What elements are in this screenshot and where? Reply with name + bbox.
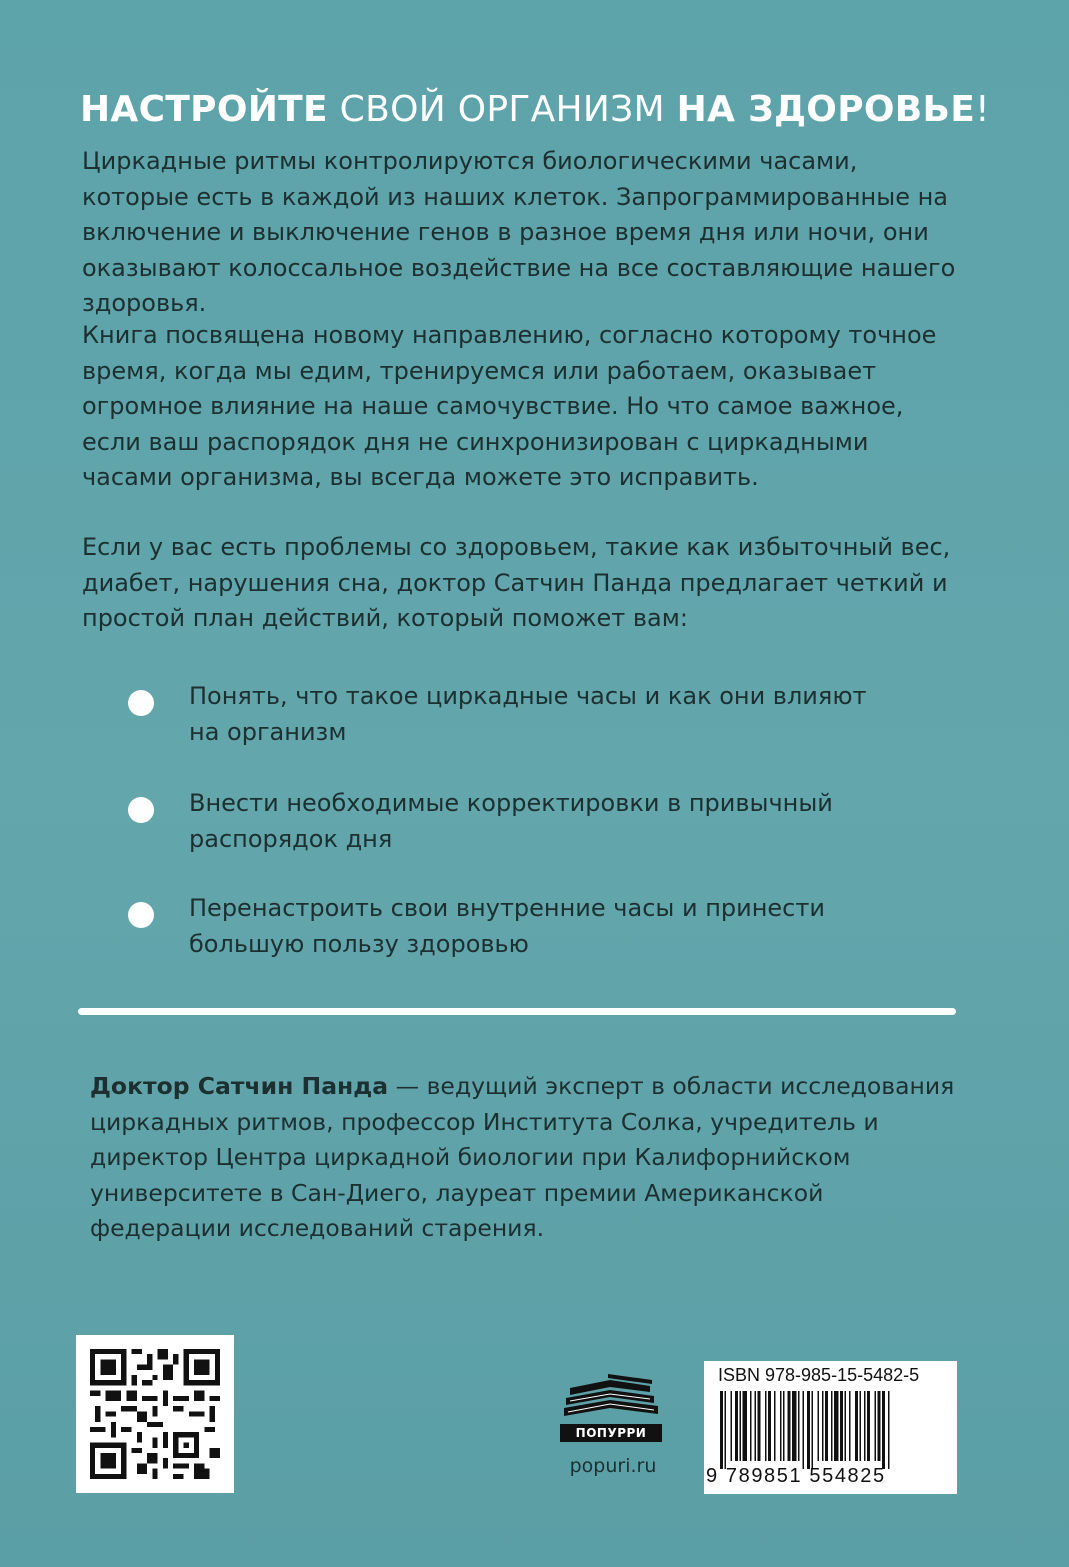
barcode-bars [718, 1391, 944, 1469]
barcode-digits: 9 789851 554825 [706, 1465, 886, 1487]
barcode-bar [845, 1391, 847, 1461]
list-item-text: Перенастроить свои внутренние часы и принести большую пользу здоровью [189, 894, 825, 958]
barcode-bar [840, 1391, 843, 1461]
barcode-bar [774, 1391, 776, 1461]
barcode-bar [740, 1391, 742, 1461]
headline [80, 86, 1000, 134]
divider [78, 1008, 956, 1015]
publisher-site-link[interactable]: popuri.ru [569, 1455, 657, 1477]
barcode-bar [803, 1391, 805, 1469]
list-item-text: Понять, что такое циркадные часы и как они влияют на организм [189, 682, 867, 746]
barcode-bar [792, 1391, 797, 1461]
barcode-bar [849, 1391, 851, 1461]
barcode-bar [765, 1391, 767, 1461]
barcode-bar [834, 1391, 839, 1461]
barcode-bar [875, 1391, 877, 1461]
barcode-bar [731, 1391, 733, 1461]
barcode-bar [864, 1391, 866, 1461]
barcode-bar [818, 1391, 820, 1461]
barcode [704, 1361, 957, 1494]
barcode-bar [825, 1391, 828, 1461]
qr-code[interactable] [76, 1335, 234, 1493]
publisher-logo-graphic [554, 1370, 666, 1430]
barcode-bar [882, 1391, 885, 1469]
barcode-bar [750, 1391, 752, 1461]
barcode-bar [888, 1391, 890, 1469]
barcode-bar [725, 1391, 727, 1469]
barcode-bar [798, 1391, 800, 1461]
paragraph-book-topic: Книга посвящена новому направлению, согласно которому точное время, когда мы едим, тренируемся или работаем, оказывает огромное влияние на наше самочувствие. Но что самое важное, если ваш распорядок дня не синхронизирован с циркадными часами организма, вы всегда можете это исправить. [82, 321, 937, 491]
paragraph-plan: Если у вас есть проблемы со здоровьем, такие как избыточный вес, диабет, нарушения сна, доктор Сатчин Панда предлагает четкий и простой план действий, который поможет вам: [82, 533, 951, 632]
isbn-label: ISBN 978-985-15-5482-5 [718, 1365, 920, 1385]
bullet-dot-icon [128, 902, 154, 928]
barcode-bar [860, 1391, 862, 1461]
headline-part-4: ! [975, 89, 990, 130]
barcode-bar [755, 1391, 757, 1461]
barcode-bar [720, 1391, 723, 1469]
headline-part-1: НАСТРОЙТЕ [80, 89, 328, 130]
headline-part-2: СВОЙ ОРГАНИЗМ [327, 89, 677, 130]
barcode-bar [822, 1391, 824, 1461]
barcode-bar [743, 1391, 748, 1461]
author-bio [90, 1069, 970, 1247]
qr-code-icon [90, 1349, 220, 1479]
list-item-text: Внести необходимые корректировки в привычный распорядок дня [189, 789, 833, 853]
barcode-bar [878, 1391, 881, 1461]
bullet-dot-icon [128, 797, 154, 823]
bullet-dot-icon [128, 690, 154, 716]
author-bio-text: — ведущий эксперт в области исследования циркадных ритмов, профессор Института Солка, учредитель и директор Центра циркадной биологии при Калифорнийском университете в Сан-Диего, лауреат премии Американской федерации исследований старения. [90, 1072, 955, 1242]
barcode-bar [831, 1391, 833, 1461]
author-name: Доктор Сатчин Панда [90, 1072, 389, 1100]
headline-part-3: НА ЗДОРОВЬЕ [676, 89, 976, 130]
barcode-bar [735, 1391, 738, 1461]
barcode-bar [855, 1391, 858, 1461]
barcode-bar [768, 1391, 771, 1461]
barcode-bar [788, 1391, 791, 1461]
publisher-name: ПОПУРРИ [560, 1424, 662, 1442]
barcode-bar [807, 1391, 810, 1469]
paragraph-intro: Циркадные ритмы контролируются биологическими часами, которые есть в каждой из наших клеток. Запрограммированные на включение и выключение генов в разное время дня или ночи, они оказывают колоссальное воздействие на все составляющие нашего здоровья. [82, 147, 956, 317]
barcode-bar [780, 1391, 782, 1461]
barcode-bar [783, 1391, 785, 1461]
barcode-bar [812, 1391, 814, 1469]
barcode-bar [758, 1391, 761, 1461]
barcode-bar [867, 1391, 870, 1461]
